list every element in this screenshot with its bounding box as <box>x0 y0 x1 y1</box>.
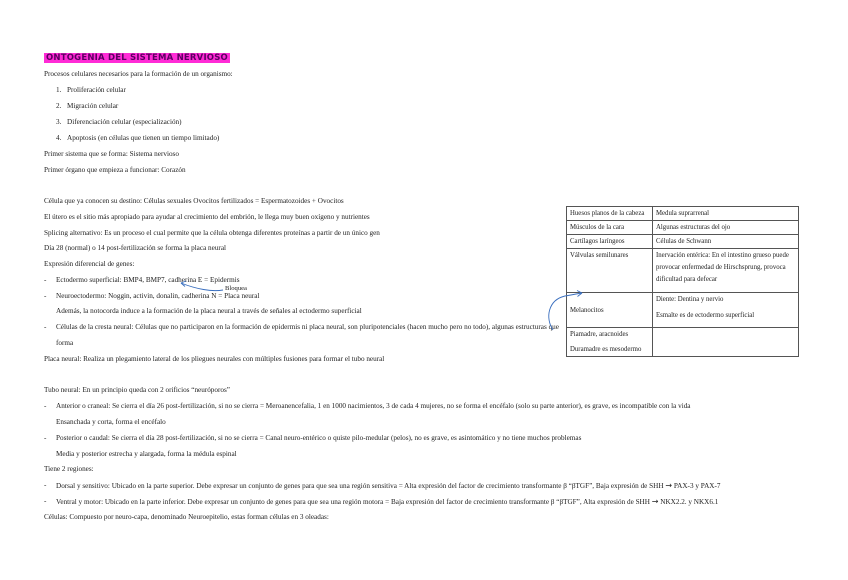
regions-heading: Tiene 2 regiones: <box>44 465 94 473</box>
splicing-text: Splicing alternativo: Es un proceso el cual permite que la célula obtenga diferentes proteínas a partir de un único gen <box>44 229 380 237</box>
bullet: - <box>44 292 47 300</box>
cell-line: Músculos de la cara <box>570 224 625 231</box>
day28-text: Día 28 (normal) o 14 post-fertilización se forma la placa neural <box>44 244 227 252</box>
cell-line: Duramadre es mesodermo <box>570 346 642 353</box>
posterior-text: Posterior o caudal: Se cierra el día 28 post-fertilización, si no se cierra = Canal neuro-entérico o quiste pilo-medular (pelos), no es grave, es asintomático y no tiene muchos problemas <box>56 434 582 442</box>
arrow-right-icon: → <box>651 497 659 506</box>
document-title: ONTOGENIA DEL SISTEMA NERVIOSO <box>46 53 228 63</box>
cell-line: Válvulas semilunares <box>570 252 629 259</box>
blocks-label: Bloquea <box>225 285 247 292</box>
bullet: - <box>44 323 47 331</box>
cell-line: Inervación entérica: En el intestino grueso puede <box>656 252 789 259</box>
bullet: - <box>44 276 47 284</box>
bullet: - <box>44 481 47 489</box>
gene-expression-heading: Expresión diferencial de genes: <box>44 260 135 268</box>
anterior-text: Anterior o craneal: Se cierra el día 26 post-fertilización, si no se cierra = Meroanencefalia, 1 en 1000 nacimientos, 3 de cada 4 mujeres, no se forma el encéfalo (solo su parte anterior), es grave, es incompatible con la vida <box>56 402 691 410</box>
cell-line: Melanocitos <box>570 306 604 314</box>
dorsal-text-main: Dorsal y sensitivo: Ubicado en la parte superior. Debe expresar un conjunto de genes para que sea una región sensitiva = Alta expresión del factor de crecimiento transformante β “βTGF”, Baja expresión de SHH <box>56 482 664 490</box>
neural-crest-text: Células de la cresta neural: Células que no participaron en la formación de epidermis ni placa neural, son pluripotenciales (hacen mucho pero no todo), algunas estructuras que <box>56 323 559 331</box>
anterior-detail: Ensanchada y corta, forma el encéfalo <box>56 418 166 426</box>
neuroectoderm-text: Neuroectodermo: Noggin, activin, donalin, cadherina N = Placa neural <box>56 292 260 300</box>
cells-waves-text: Células: Compuesto por neuro-capa, denominado Neuroepitelio, estas forman células en 3 oleadas: <box>44 513 329 521</box>
posterior-detail: Media y posterior estrecha y alargada, forma la médula espinal <box>56 450 237 458</box>
crest-arrow-icon <box>549 293 582 330</box>
cell-line: Cartílagos laríngeos <box>570 238 625 245</box>
list-item: Proliferación celular <box>67 86 126 94</box>
ventral-text-main: Ventral y motor: Ubicado en la parte inferior. Debe expresar un conjunto de genes para que sea una región motora = Baja expresión del factor de crecimiento transformante β “βTGF”, Alta expresión de SHH <box>56 498 650 506</box>
notochord-text: Además, la notocorda induce a la formación de la placa neural a través de señales al ectodermo superficial <box>56 307 362 315</box>
ventral-text-genes: NKX2.2. y NKX6.1 <box>660 498 719 506</box>
dorsal-text-genes: PAX-3 y PAX-7 <box>673 482 721 490</box>
cell-line: Huesos planos de la cabeza <box>570 210 645 217</box>
list-item-number: 2. <box>56 102 62 110</box>
cell-line: Algunas estructuras del ojo <box>656 224 731 231</box>
cells-destiny-text: Célula que ya conocen su destino: Células sexuales Ovocitos fertilizados = Espermatozoides + Ovocitos <box>44 197 344 205</box>
cell-line: Diente: Dentina y nervio <box>656 296 724 303</box>
ectoderm-surface-text: Ectodermo superficial: BMP4, BMP7, cadherina E = Epidermis <box>56 276 240 284</box>
list-item-number: 3. <box>56 118 62 126</box>
cell-line: provocar enfermedad de Hirschsprung, provoca <box>656 264 786 271</box>
neural-plate-text: Placa neural: Realiza un plegamiento lateral de los pliegues neurales con múltiples fusiones para formar el tubo neural <box>44 355 385 363</box>
list-item-number: 4. <box>56 134 62 142</box>
intro-text: Procesos celulares necesarios para la formación de un organismo: <box>44 70 233 78</box>
cell-line: Medula suprarrenal <box>656 210 710 217</box>
cell-line: Células de Schwann <box>656 238 712 245</box>
first-system-text: Primer sistema que se forma: Sistema nervioso <box>44 150 179 158</box>
bullet: - <box>44 434 47 442</box>
uterus-text: El útero es el sitio más apropiado para ayudar al crecimiento del embrión, le llega muy buen oxígeno y nutrientes <box>44 213 370 221</box>
list-item: Apoptosis (en células que tienen un tiempo limitado) <box>67 134 220 142</box>
neural-crest-text-cont: forma <box>56 339 74 347</box>
list-item: Diferenciación celular (especialización) <box>67 118 182 126</box>
list-item: Migración celular <box>67 102 119 110</box>
bullet: - <box>44 497 47 505</box>
cell-line: Piamadre, aracnoides <box>570 331 629 338</box>
block-arrow-icon <box>181 283 223 291</box>
neural-tube-text: Tubo neural: En un principio queda con 2 orificios “neuróporos” <box>44 386 230 394</box>
cell-line: Esmalte es de ectodermo superficial <box>656 312 755 319</box>
bullet: - <box>44 402 47 410</box>
first-organ-text: Primer órgano que empieza a funcionar: Corazón <box>44 166 186 174</box>
list-item-number: 1. <box>56 86 62 94</box>
arrow-right-icon: → <box>665 481 673 490</box>
cell-line: dificultad para defecar <box>656 276 718 283</box>
